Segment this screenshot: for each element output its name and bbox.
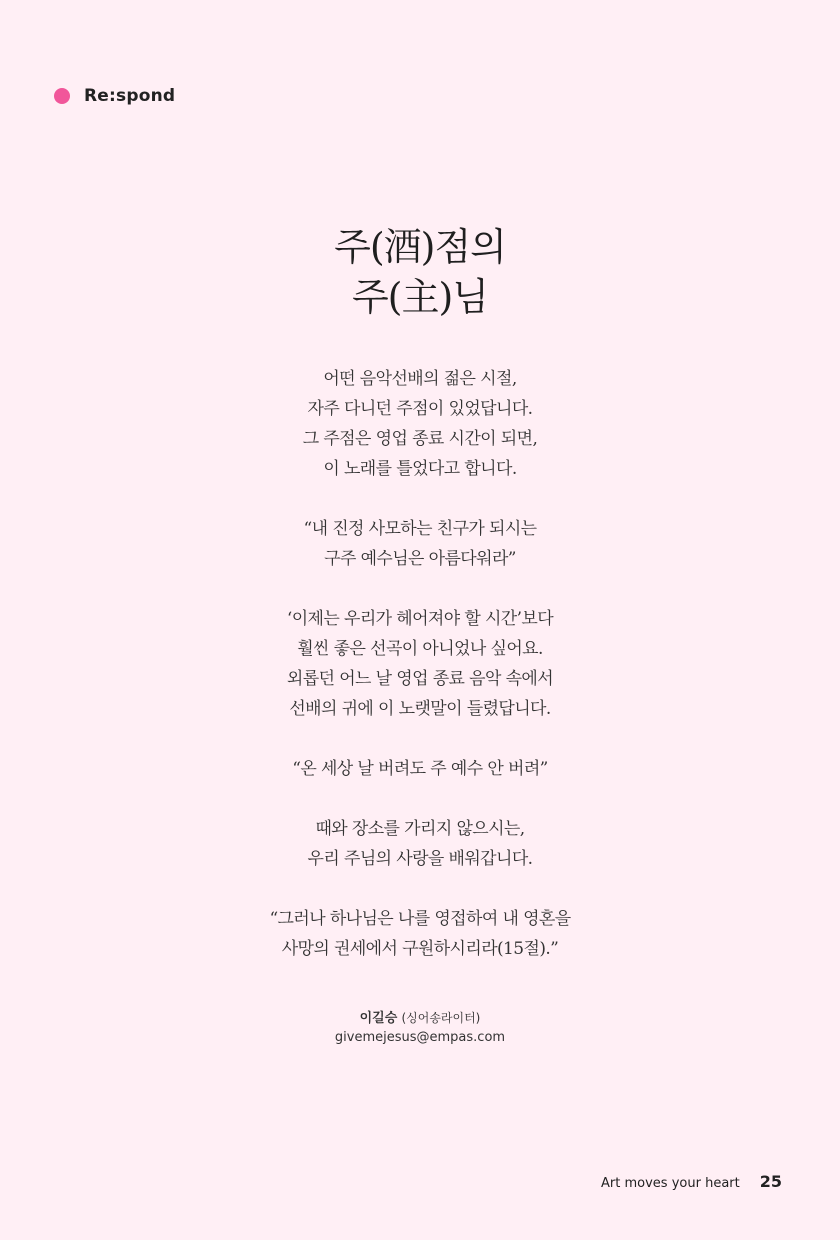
poem-line: “온 세상 날 버려도 주 예수 안 버려” <box>292 759 548 779</box>
stanza <box>0 754 840 784</box>
poem-line: “내 진정 사모하는 친구가 되시는 <box>303 519 537 539</box>
footer-tagline: Art moves your heart <box>601 1176 740 1191</box>
stanza <box>0 364 840 484</box>
author-name: 이길승 <box>359 1011 398 1026</box>
stanza <box>0 814 840 874</box>
poem-line: 그 주점은 영업 종료 시간이 되면, <box>302 429 538 449</box>
poem-line: 이 노래를 틀었다고 합니다. <box>323 459 517 479</box>
section-header <box>54 86 175 106</box>
poem-line: 훨씬 좋은 선곡이 아니었나 싶어요. <box>297 639 543 659</box>
section-dot-icon <box>54 88 70 104</box>
title-line: 주(酒)점의 <box>334 225 506 269</box>
poem-line: “그러나 하나님은 나를 영접하여 내 영혼을 <box>269 909 571 929</box>
stanza <box>0 514 840 574</box>
poem-line: 구주 예수님은 아름다워라” <box>324 549 516 569</box>
stanza <box>0 604 840 724</box>
section-label: Re:spond <box>84 86 176 106</box>
author-email: givemejesus@empas.com <box>334 1030 506 1045</box>
poem-line: ‘이제는 우리가 헤어져야 할 시간’보다 <box>286 609 554 629</box>
poem-line: 우리 주님의 사랑을 배워갑니다. <box>307 849 533 869</box>
author-role: (싱어송라이터) <box>401 1011 481 1025</box>
stanza <box>0 904 840 964</box>
poem-line: 자주 다니던 주점이 있었답니다. <box>307 399 533 419</box>
title-line: 주(主)님 <box>351 275 489 319</box>
page-number: 25 <box>759 1172 782 1191</box>
poem-line: 어떤 음악선배의 젊은 시절, <box>323 369 517 389</box>
poem-line: 외롭던 어느 날 영업 종료 음악 속에서 <box>286 669 554 689</box>
poem-line: 때와 장소를 가리지 않으시는, <box>315 819 525 839</box>
page-title <box>0 222 840 322</box>
poem-line: 사망의 권세에서 구원하시리라(15절).” <box>281 939 559 959</box>
poem-body <box>0 364 840 994</box>
poem-line: 선배의 귀에 이 노랫말이 들렸답니다. <box>289 699 551 719</box>
author-credit <box>0 1009 840 1047</box>
page-footer <box>601 1172 782 1191</box>
